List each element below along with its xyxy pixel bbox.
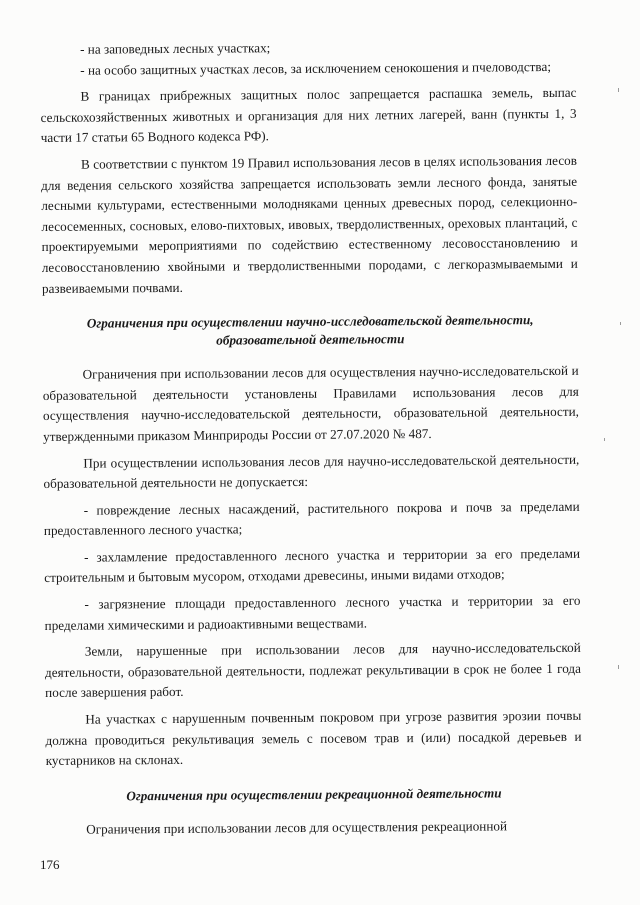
- scan-speck: [620, 322, 621, 325]
- section-heading-research: Ограничения при осуществлении научно-исследовательской деятельности, образовательной деятельности: [86, 312, 534, 348]
- page-number: 176: [40, 857, 60, 872]
- scan-speck: [604, 438, 605, 441]
- list-item-pollution: - загрязнение площади предоставленного лесного участка и территории за его пределами химическими и радиоактивными веществами.: [44, 592, 581, 633]
- scan-speck: [618, 665, 619, 669]
- list-item-littering: - захламление предоставленного лесного участка и территории за его пределами строительным и бытовым мусором, отходами древесины, иными видами отходов;: [44, 545, 581, 586]
- paragraph-recultivation: Земли, нарушенные при использовании лесов для научно-исследовательской деятельности, образовательной деятельности, подлежат рекультивации в срок не более 1 года после завершения работ.: [44, 640, 582, 701]
- page-content: [40, 36, 582, 841]
- section-heading-recreation: Ограничения при осуществлении рекреационной деятельности: [126, 785, 502, 804]
- list-item-reserved: - на заповедных лесных участках;: [80, 40, 271, 57]
- list-item-protected: - на особо защитных участках лесов, за исключением сенокошения и пчеловодства;: [80, 58, 552, 78]
- paragraph-agriculture-rules: В соответствии с пунктом 19 Правил использования лесов в целях использования лесов для ведения сельского хозяйства запрещается использовать земли лесного фонда, занятые лесными культурами, естественными молодняками ценных древесных пород, селекционно-лесосеменных, сосновых, елово-пихтовых, ивовых, твердолиственных, ореховых плантаций, с проектируемыми мероприятиями по содействию естественному лесовосстановлению и лесовосстановлению хвойными и твердолиственными породами, с легкоразмываемыми и развеиваемыми почвами.: [41, 152, 578, 296]
- paragraph-not-allowed: При осуществлении использования лесов для научно-исследовательской деятельности, образовательной деятельности не допускается:: [43, 451, 580, 492]
- paragraph-coastal-strips: В границах прибрежных защитных полос запрещается распашка земель, выпас сельскохозяйственных животных и организация для них летних лагерей, ванн (пункты 1, 3 части 17 статьи 65 Водного кодекса РФ).: [40, 84, 577, 146]
- paragraph-recreation-rules: Ограничения при использовании лесов для осуществления рекреационной: [86, 818, 508, 837]
- paragraph-erosion: На участках с нарушенным почвенным покровом при угрозе развития эрозии почвы должна проводиться рекультивация земель с посевом трав и (или) посадкой деревьев и кустарников на склонах.: [45, 707, 582, 769]
- list-item-damage: - повреждение лесных насаждений, растительного покрова и почв за пределами предоставленного лесного участка;: [43, 498, 580, 539]
- paragraph-research-rules: Ограничения при использовании лесов для осуществления научно-исследовательской и образовательной деятельности установлены Правилами использования лесов для осуществления научно-исследовательской деятельности, образовательной деятельности, утвержденными приказом Минприроды России от 27.07.2020 № 487.: [42, 362, 579, 444]
- scan-speck: [618, 88, 619, 92]
